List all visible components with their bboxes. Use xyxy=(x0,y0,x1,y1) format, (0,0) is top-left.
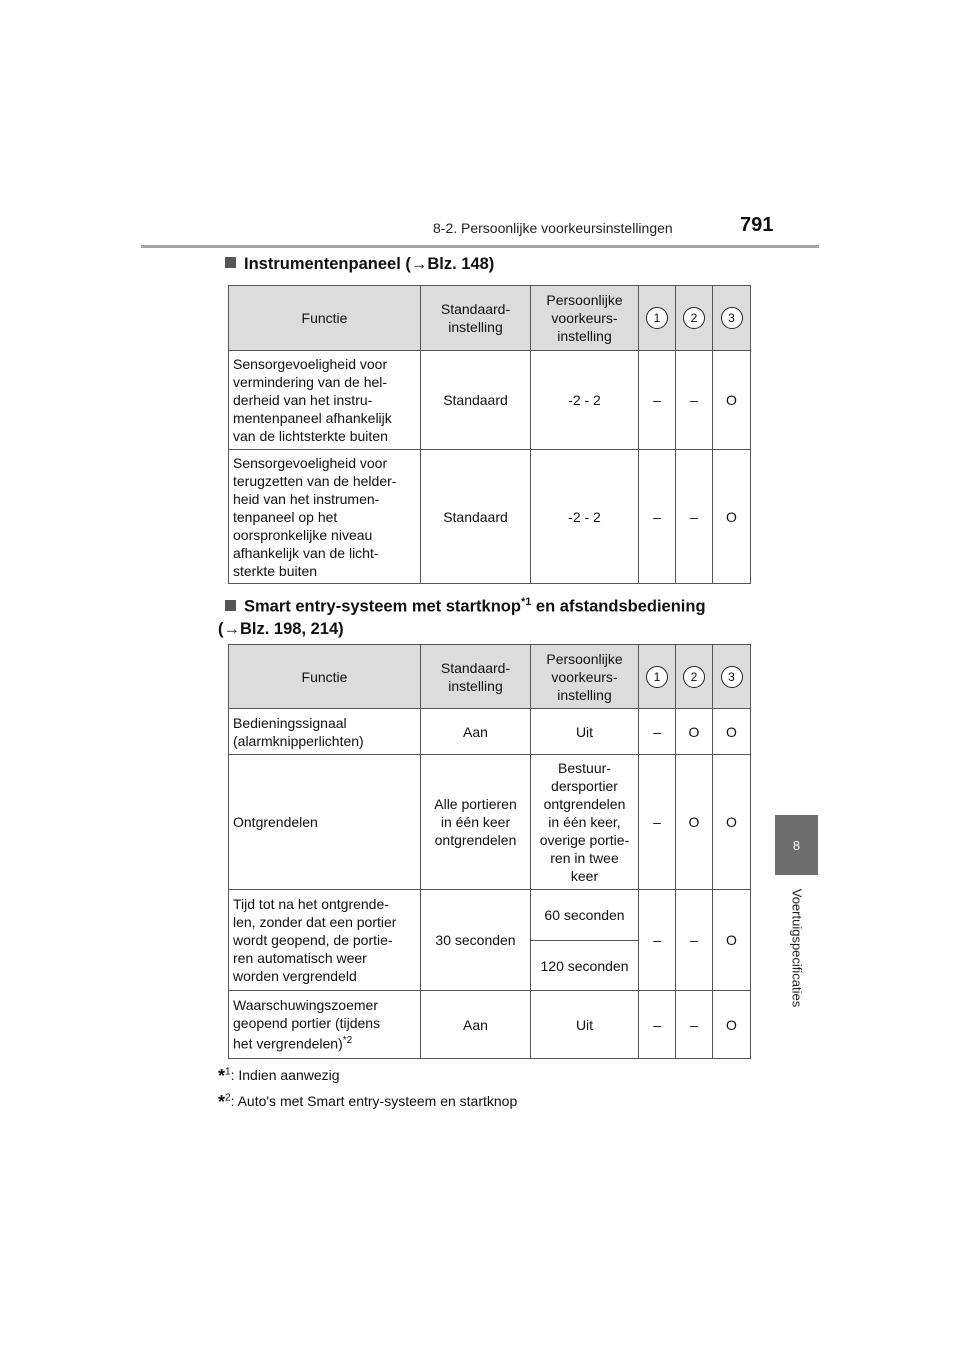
function-cell: Sensorgevoeligheid voor vermindering van de hel- derheid van het instru- mentenpaneel afhankelijk van de lichtsterkte buiten xyxy=(229,351,421,450)
custom-cell-option-2: 120 seconden xyxy=(531,941,639,991)
col-header-3 xyxy=(713,645,751,709)
section-heading-reference: (→Blz. 198, 214) xyxy=(218,619,344,638)
number-1-icon: 1 xyxy=(646,666,668,688)
number-2-icon: 2 xyxy=(683,307,705,329)
default-cell: Standaard xyxy=(421,351,531,450)
default-cell: Aan xyxy=(421,709,531,755)
col-header-3 xyxy=(713,286,751,351)
setting-1-cell: – xyxy=(639,450,676,584)
number-3-icon: 3 xyxy=(721,307,743,329)
number-3-icon: 3 xyxy=(721,666,743,688)
col-header-function: Functie xyxy=(229,645,421,709)
col-header-2 xyxy=(676,645,713,709)
setting-1-cell: – xyxy=(639,709,676,755)
setting-3-cell: O xyxy=(713,709,751,755)
chapter-number: 8 xyxy=(792,837,801,853)
default-cell: Standaard xyxy=(421,450,531,584)
heading-bullet-icon xyxy=(225,600,236,611)
default-cell: Aan xyxy=(421,991,531,1059)
function-cell: Sensorgevoeligheid voor terugzetten van de helder- heid van het instrumen- tenpaneel op het oorspronkelijke niveau afhankelijk van de licht- sterkte buiten xyxy=(229,450,421,584)
setting-2-cell: O xyxy=(676,709,713,755)
table-header-row xyxy=(229,286,751,351)
table-header-row xyxy=(229,645,751,709)
table-row xyxy=(229,351,751,450)
setting-1-cell: – xyxy=(639,351,676,450)
table-row xyxy=(229,709,751,755)
heading-bullet-icon xyxy=(225,257,236,268)
col-header-default: Standaard- instelling xyxy=(421,645,531,709)
col-header-custom: Persoonlijke voorkeurs- instelling xyxy=(531,645,639,709)
function-cell: Waarschuwingszoemer geopend portier (tijdens het vergrendelen)$^{*2}$ xyxy=(229,991,421,1059)
custom-cell: -2 - 2 xyxy=(531,351,639,450)
setting-1-cell: – xyxy=(639,890,676,991)
setting-2-cell: – xyxy=(676,450,713,584)
smart-entry-table xyxy=(228,644,751,1059)
table-row xyxy=(229,991,751,1059)
instrument-panel-table xyxy=(228,285,751,584)
running-header-section: 8-2. Persoonlijke voorkeursinstellingen xyxy=(433,220,673,236)
default-cell: 30 seconden xyxy=(421,890,531,991)
chapter-label: Voertuigspecificaties xyxy=(789,888,805,1008)
col-header-function: Functie xyxy=(229,286,421,351)
table-row xyxy=(229,755,751,890)
footnote-2: *$^2$: Auto's met Smart entry-systeem en startknop xyxy=(218,1092,518,1112)
section-heading-instrument-panel xyxy=(225,253,494,275)
setting-1-cell: – xyxy=(639,991,676,1059)
setting-2-cell: – xyxy=(676,890,713,991)
col-header-1 xyxy=(639,645,676,709)
section-heading-smart-entry: Smart entry-systeem met startknop$^{*1}$ en afstandsbediening (→Blz. 198, 214) xyxy=(218,596,706,638)
custom-cell: Uit xyxy=(531,991,639,1059)
custom-cell: -2 - 2 xyxy=(531,450,639,584)
function-cell: Tijd tot na het ontgrende- len, zonder dat een portier wordt geopend, de portie- ren automatisch weer worden vergrendeld xyxy=(229,890,421,991)
custom-cell-option-1: 60 seconden xyxy=(531,890,639,941)
col-header-custom: Persoonlijke voorkeurs- instelling xyxy=(531,286,639,351)
default-cell: Alle portieren in één keer ontgrendelen xyxy=(421,755,531,890)
setting-3-cell: O xyxy=(713,755,751,890)
header-divider xyxy=(141,245,819,248)
setting-3-cell: O xyxy=(713,450,751,584)
col-header-default: Standaard- instelling xyxy=(421,286,531,351)
number-1-icon: 1 xyxy=(646,307,668,329)
col-header-1 xyxy=(639,286,676,351)
setting-2-cell: – xyxy=(676,991,713,1059)
setting-1-cell: – xyxy=(639,755,676,890)
number-2-icon: 2 xyxy=(683,666,705,688)
setting-3-cell: O xyxy=(713,991,751,1059)
function-cell: Ontgrendelen xyxy=(229,755,421,890)
setting-3-cell: O xyxy=(713,890,751,991)
footnote-1: *$^1$: Indien aanwezig xyxy=(218,1066,340,1086)
table-row xyxy=(229,890,751,941)
custom-cell: Uit xyxy=(531,709,639,755)
page-number: 791 xyxy=(740,214,774,236)
function-cell: Bedieningssignaal (alarmknipperlichten) xyxy=(229,709,421,755)
table-row xyxy=(229,450,751,584)
setting-2-cell: O xyxy=(676,755,713,890)
col-header-2 xyxy=(676,286,713,351)
setting-2-cell: – xyxy=(676,351,713,450)
custom-cell: Bestuur- dersportier ontgrendelen in één keer, overige portie- ren in twee keer xyxy=(531,755,639,890)
chapter-tab[interactable] xyxy=(775,815,818,875)
setting-3-cell: O xyxy=(713,351,751,450)
section-heading-text: Instrumentenpaneel (→Blz. 148) xyxy=(244,255,495,273)
